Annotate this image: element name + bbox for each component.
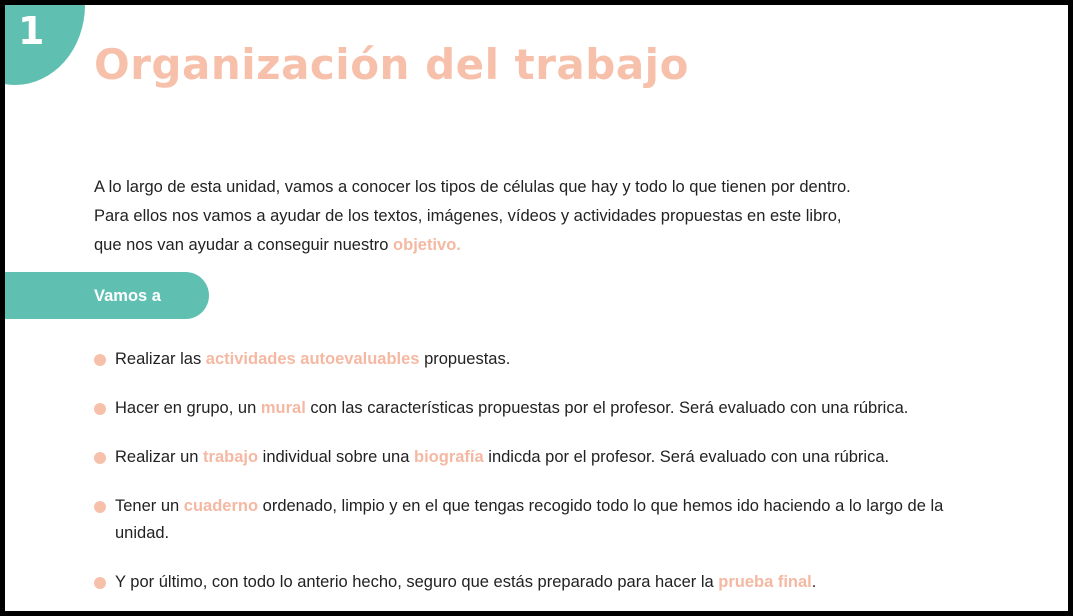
item-text: propuestas. xyxy=(419,350,511,368)
item-text: Realizar las xyxy=(115,350,206,368)
item-highlight: cuaderno xyxy=(183,497,259,515)
intro-line-1: A lo largo de esta unidad, vamos a conocer los tipos de células que hay y todo lo que tienen por dentro. xyxy=(94,178,851,196)
item-highlight: mural xyxy=(260,399,306,417)
item-text: con las características propuestas por el profesor. Será evaluado con una rúbrica. xyxy=(305,399,909,417)
item-text: Realizar un xyxy=(115,448,204,466)
item-highlight: prueba final xyxy=(718,573,812,591)
intro-line-2: Para ellos nos vamos a ayudar de los textos, imágenes, vídeos y actividades propuestas en este libro, xyxy=(94,207,842,225)
item-text: individual sobre una xyxy=(258,448,414,466)
intro-line-3-text: que nos van ayudar a conseguir nuestro xyxy=(94,236,394,254)
item-text: . xyxy=(811,573,817,591)
bullet-dot-icon xyxy=(94,354,106,366)
item-text: Hacer en grupo, un xyxy=(115,399,261,417)
list-item xyxy=(94,346,994,373)
list-item xyxy=(94,395,994,422)
page-title: Organización del trabajo xyxy=(94,40,689,89)
intro-paragraph xyxy=(94,173,851,260)
item-highlight: trabajo xyxy=(203,448,259,466)
intro-line-3 xyxy=(94,231,851,260)
task-list xyxy=(94,346,994,596)
bullet-dot-icon xyxy=(94,452,106,464)
item-text: ordenado, limpio y en el que tengas recogido todo lo que hemos ido haciendo a lo largo de la unidad. xyxy=(115,497,944,542)
item-text: Y por último, con todo lo anterio hecho, seguro que estás preparado para hacer la xyxy=(115,573,719,591)
unit-number: 1 xyxy=(18,9,45,53)
section-header-pill xyxy=(5,272,209,319)
objective-highlight: objetivo. xyxy=(393,236,461,254)
bullet-dot-icon xyxy=(94,501,106,513)
item-highlight: biografía xyxy=(414,448,484,466)
list-item xyxy=(94,444,994,471)
list-item xyxy=(94,493,994,547)
bullet-dot-icon xyxy=(94,577,106,589)
item-highlight: actividades autoevaluables xyxy=(205,350,420,368)
section-header-label: Vamos a xyxy=(94,287,161,305)
list-item xyxy=(94,569,994,596)
item-text: Tener un xyxy=(115,497,184,515)
bullet-dot-icon xyxy=(94,403,106,415)
item-text: indicda por el profesor. Será evaluado con una rúbrica. xyxy=(483,448,890,466)
